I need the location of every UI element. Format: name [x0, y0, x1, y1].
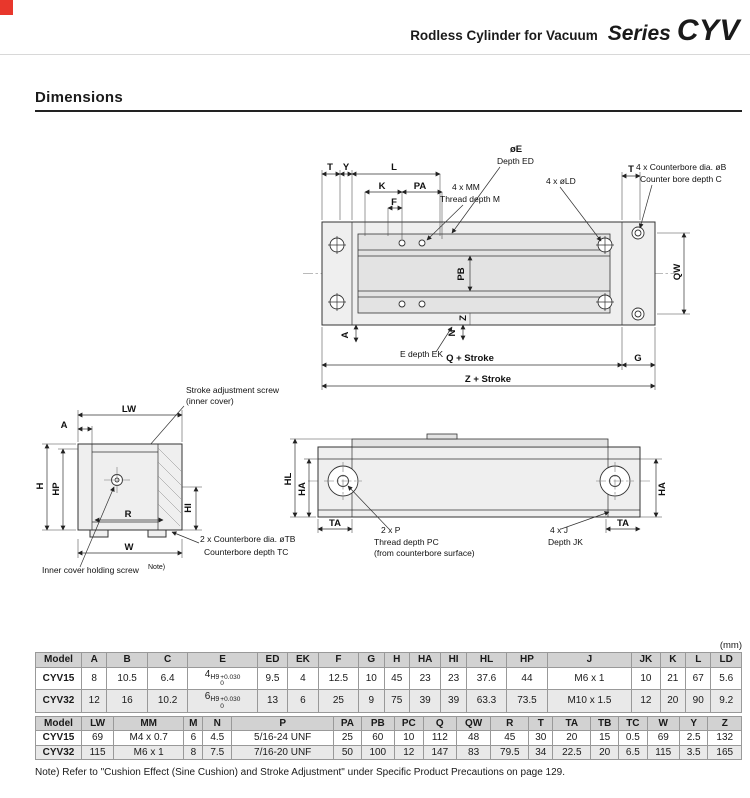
label-counterbore-b: 4 x Counterbore dia. øB — [636, 162, 727, 172]
value-cell: 5/16-24 UNF — [232, 731, 334, 746]
value-cell: 83 — [456, 745, 490, 760]
col-header-hl: HL — [466, 653, 506, 668]
col-header-g: G — [359, 653, 384, 668]
side-view-body — [318, 447, 640, 517]
table-row — [36, 690, 742, 713]
value-cell: 63.3 — [466, 690, 506, 713]
value-cell: 6 — [184, 731, 203, 746]
series-prefix: Series — [607, 22, 671, 45]
dim-label-z: Z — [458, 315, 469, 321]
value-cell: 4 — [288, 667, 318, 690]
value-cell: 50 — [334, 745, 361, 760]
dimensions-diagram — [0, 112, 750, 640]
value-cell: 10.2 — [147, 690, 187, 713]
col-header-q: Q — [423, 716, 456, 731]
dim-label-ta-left: TA — [329, 518, 341, 529]
dimensions-table-1 — [35, 652, 742, 713]
value-cell: 75 — [384, 690, 409, 713]
col-header-model: Model — [36, 653, 82, 668]
value-cell: 73.5 — [507, 690, 547, 713]
dimensions-table-2 — [35, 716, 742, 761]
dim-label-ta-right: TA — [617, 518, 629, 529]
col-header-n: N — [203, 716, 232, 731]
label-from-counterbore-surface: (from counterbore surface) — [374, 548, 475, 558]
mm-thread-hole — [399, 240, 405, 246]
value-cell: 23 — [409, 667, 440, 690]
dimensions-heading — [35, 89, 742, 112]
slide-table-top — [358, 234, 610, 313]
top-view-diagram — [303, 144, 727, 390]
value-cell: 37.6 — [466, 667, 506, 690]
value-cell: M4 x 0.7 — [114, 731, 184, 746]
value-cell: 23 — [441, 667, 466, 690]
value-cell: 115 — [647, 745, 679, 760]
dim-label-h: H — [35, 482, 46, 490]
label-depth-ed: Depth ED — [497, 156, 534, 166]
callout-stroke-adjustment-screw: Stroke adjustment screw — [186, 385, 280, 395]
value-cell: 5.6 — [711, 667, 742, 690]
value-cell: 12.5 — [318, 667, 358, 690]
value-cell: 9.2 — [711, 690, 742, 713]
col-header-c: C — [147, 653, 187, 668]
value-cell: 12 — [632, 690, 660, 713]
col-header-m: M — [184, 716, 203, 731]
value-cell: 10 — [394, 731, 423, 746]
label-thread-depth-pc: Thread depth PC — [374, 537, 439, 547]
col-header-tc: TC — [619, 716, 648, 731]
value-cell: 6.5 — [619, 745, 648, 760]
value-cell: 0.5 — [619, 731, 648, 746]
value-cell: 100 — [361, 745, 394, 760]
label-4xj: 4 x J — [550, 525, 568, 535]
col-header-qw: QW — [456, 716, 490, 731]
dim-label-hl: HL — [283, 472, 294, 486]
value-cell: 21 — [660, 667, 685, 690]
value-cell: 90 — [686, 690, 711, 713]
col-header-j: J — [547, 653, 631, 668]
value-cell: 132 — [708, 731, 742, 746]
table-row — [36, 731, 742, 746]
value-cell: 30 — [529, 731, 553, 746]
page-header — [0, 0, 750, 55]
col-header-ek: EK — [288, 653, 318, 668]
dim-label-y: Y — [342, 162, 350, 173]
value-cell: 25 — [334, 731, 361, 746]
col-header-ld: LD — [711, 653, 742, 668]
value-cell: 6.4 — [147, 667, 187, 690]
value-cell: 2.5 — [679, 731, 708, 746]
value-cell: 115 — [82, 745, 114, 760]
value-cell: 16 — [107, 690, 147, 713]
col-header-mm: MM — [114, 716, 184, 731]
value-cell: 147 — [423, 745, 456, 760]
col-header-e: E — [188, 653, 257, 668]
col-header-l: L — [686, 653, 711, 668]
label-counterbore-c: Counter bore depth C — [640, 174, 722, 184]
value-cell: 20 — [553, 731, 591, 746]
callout-inner-cover-sub: (inner cover) — [186, 396, 234, 406]
label-e-depth-ek: E depth EK — [400, 349, 444, 359]
dim-label-oe: øE — [510, 144, 523, 155]
table-row — [36, 745, 742, 760]
value-cell: 60 — [361, 731, 394, 746]
callout-inner-cover-holding-screw: Inner cover holding screw — [42, 565, 139, 575]
dim-label-ha-right: HA — [657, 482, 668, 496]
value-cell: 10 — [359, 667, 384, 690]
col-header-w: W — [647, 716, 679, 731]
col-header-pb: PB — [361, 716, 394, 731]
col-header-model: Model — [36, 716, 82, 731]
value-cell: 12 — [394, 745, 423, 760]
value-cell: 67 — [686, 667, 711, 690]
value-cell: 39 — [441, 690, 466, 713]
value-cell: 79.5 — [491, 745, 529, 760]
mm-thread-hole — [419, 240, 425, 246]
footer-note: Note) Refer to "Cushion Effect (Sine Cushion) and Stroke Adjustment" under Specific Product Precautions on page 129. — [35, 767, 565, 779]
col-header-pa: PA — [334, 716, 361, 731]
value-cell: 8 — [184, 745, 203, 760]
end-view-foot — [148, 530, 166, 537]
side-view-diagram — [283, 434, 668, 558]
table-row — [36, 667, 742, 690]
model-cell: CYV15 — [36, 731, 82, 746]
dim-label-ha-left: HA — [297, 482, 308, 496]
value-cell: 45 — [491, 731, 529, 746]
col-header-ta: TA — [553, 716, 591, 731]
value-cell: 69 — [647, 731, 679, 746]
side-view-slide — [352, 439, 608, 447]
red-corner-mark — [0, 0, 13, 15]
value-cell: M6 x 1 — [547, 667, 631, 690]
unit-label: (mm) — [719, 640, 742, 651]
series-name: CYV — [676, 14, 740, 47]
value-cell: 3.5 — [679, 745, 708, 760]
dim-label-f: F — [391, 197, 397, 208]
value-cell: 20 — [660, 690, 685, 713]
value-cell: 44 — [507, 667, 547, 690]
value-cell: 45 — [384, 667, 409, 690]
value-cell: 69 — [82, 731, 114, 746]
label-old: 4 x øLD — [546, 176, 576, 186]
value-cell: 39 — [409, 690, 440, 713]
value-cell: 4.5 — [203, 731, 232, 746]
col-header-y: Y — [679, 716, 708, 731]
value-cell: 6 — [288, 690, 318, 713]
dimension-tables — [35, 640, 742, 760]
dim-label-l: L — [391, 162, 397, 173]
value-cell: 10 — [632, 667, 660, 690]
dim-label-pa: PA — [413, 181, 427, 192]
col-header-hi: HI — [441, 653, 466, 668]
col-header-z: Z — [708, 716, 742, 731]
value-cell: M10 x 1.5 — [547, 690, 631, 713]
value-cell: 8 — [82, 667, 107, 690]
col-header-lw: LW — [82, 716, 114, 731]
value-cell: 34 — [529, 745, 553, 760]
value-cell: M6 x 1 — [114, 745, 184, 760]
value-cell: 48 — [456, 731, 490, 746]
dim-label-r: R — [124, 509, 132, 520]
col-header-ha: HA — [409, 653, 440, 668]
mm-thread-hole — [399, 301, 405, 307]
label-thread-m: Thread depth M — [440, 194, 501, 204]
dim-label-z-stroke: Z + Stroke — [464, 374, 512, 385]
dim-label-qw: QW — [672, 263, 683, 281]
dim-label-pb: PB — [456, 267, 467, 281]
value-cell: 9 — [359, 690, 384, 713]
col-header-t: T — [529, 716, 553, 731]
dim-label-a-end: A — [60, 420, 68, 431]
side-view-tab — [427, 434, 457, 439]
label-depth-jk: Depth JK — [548, 537, 583, 547]
dim-label-lw: LW — [121, 404, 137, 415]
value-cell: 25 — [318, 690, 358, 713]
col-header-f: F — [318, 653, 358, 668]
value-cell: 165 — [708, 745, 742, 760]
dim-label-t-right: T — [628, 164, 634, 175]
model-cell: CYV32 — [36, 690, 82, 713]
value-cell: 7/16-20 UNF — [232, 745, 334, 760]
col-header-hp: HP — [507, 653, 547, 668]
model-cell: CYV15 — [36, 667, 82, 690]
label-counterbore-tc: Counterbore depth TC — [204, 547, 289, 557]
value-cell: 7.5 — [203, 745, 232, 760]
dim-label-q-stroke: Q + Stroke — [446, 353, 494, 364]
label-mm: 4 x MM — [452, 182, 480, 192]
value-cell: 112 — [423, 731, 456, 746]
dim-label-hp: HP — [51, 482, 62, 496]
col-header-ed: ED — [257, 653, 287, 668]
dim-label-hi: HI — [183, 503, 194, 513]
col-header-k: K — [660, 653, 685, 668]
callout-note-superscript: Note) — [148, 564, 166, 571]
dimensions-heading-label: Dimensions — [35, 89, 124, 106]
col-header-h: H — [384, 653, 409, 668]
end-view-foot — [90, 530, 108, 537]
dim-label-k: K — [378, 181, 386, 192]
dim-label-w: W — [124, 542, 134, 553]
dim-label-g: G — [634, 353, 642, 364]
col-header-a: A — [82, 653, 107, 668]
doc-title: Rodless Cylinder for Vacuum — [410, 28, 598, 43]
value-cell: 12 — [82, 690, 107, 713]
value-cell: $6_{H9}$ +0.030 0 — [188, 690, 257, 713]
dim-label-n: N — [447, 329, 458, 337]
model-cell: CYV32 — [36, 745, 82, 760]
col-header-p: P — [232, 716, 334, 731]
value-cell: 13 — [257, 690, 287, 713]
value-cell: 20 — [591, 745, 619, 760]
col-header-b: B — [107, 653, 147, 668]
col-header-jk: JK — [632, 653, 660, 668]
value-cell: 15 — [591, 731, 619, 746]
value-cell: 9.5 — [257, 667, 287, 690]
col-header-pc: PC — [394, 716, 423, 731]
col-header-tb: TB — [591, 716, 619, 731]
label-2xp-port: 2 x P — [381, 525, 401, 535]
end-view-diagram — [35, 385, 296, 575]
label-counterbore-tb: 2 x Counterbore dia. øTB — [200, 534, 296, 544]
col-header-r: R — [491, 716, 529, 731]
dim-label-t-left: T — [327, 162, 333, 173]
value-cell: 22.5 — [553, 745, 591, 760]
value-cell: $4_{H9}$ +0.030 0 — [188, 667, 257, 690]
series-title — [608, 14, 740, 48]
mm-thread-hole — [419, 301, 425, 307]
dim-label-a: A — [340, 331, 351, 339]
value-cell: 10.5 — [107, 667, 147, 690]
